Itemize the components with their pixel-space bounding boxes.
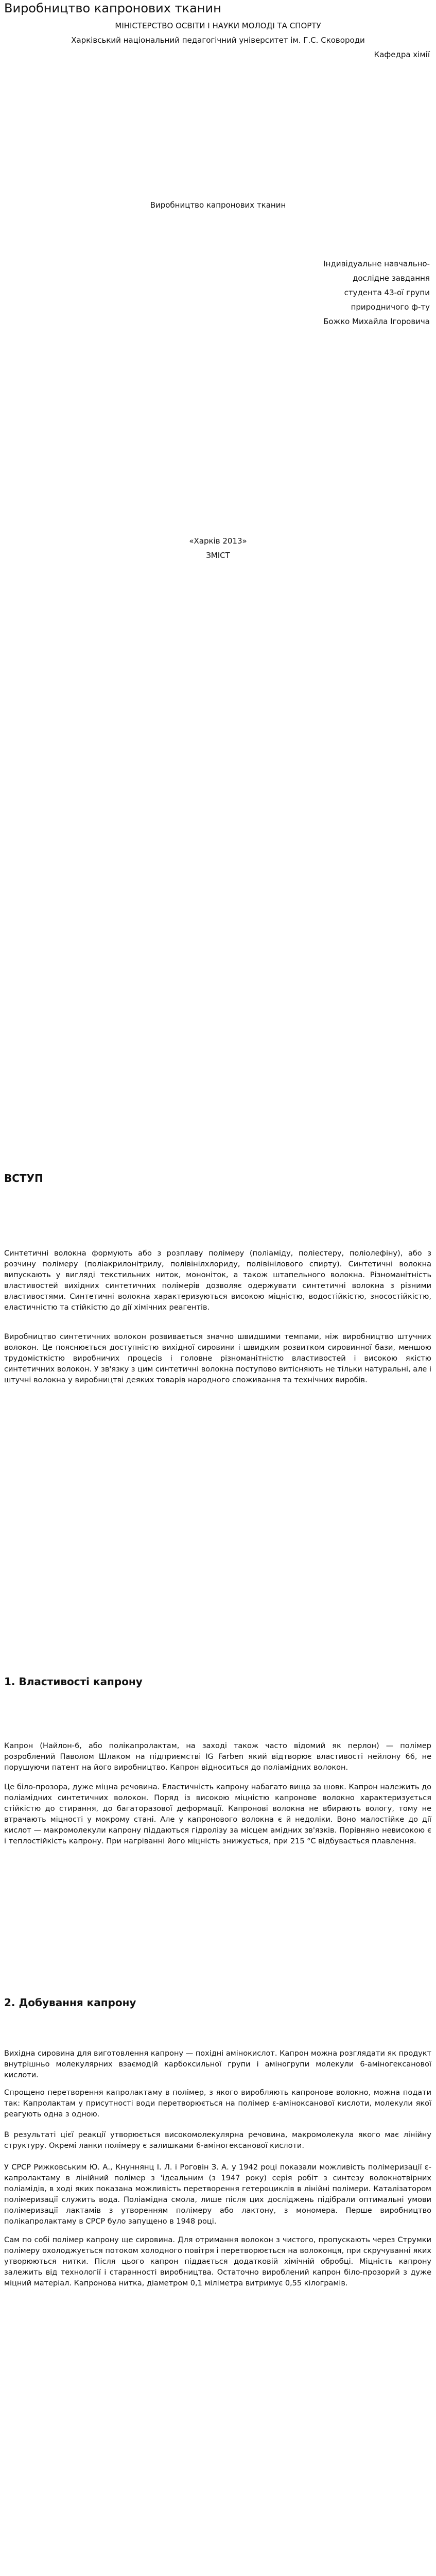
contents-label: ЗМІСТ [206,551,230,560]
ministry-line: МІНІСТЕРСТВО ОСВІТИ І НАУКИ МОЛОДІ ТА СПОРТУ [115,21,321,30]
university-line: Харківський національний педагогічний університет ім. Г.С. Сковороди [71,36,365,45]
author-line-2: дослідне завдання [353,274,430,283]
author-line-5: Божко Михайла Ігоровича [323,317,430,326]
author-line-3: студента 43-ої групи [344,288,430,297]
place-year: «Харків 2013» [189,536,247,546]
production-paragraph-1: Вихідна сировина для виготовлення капрону — похідні амінокислот. Капрон можна розглядати як продукт внутрішньо молекулярних взаємодій карбоксильної групи і аміногрупи молекули 6-аміногексанової кислоти. [4,2049,431,2079]
production-heading: 2. Добування капрону [4,1996,136,2009]
intro-paragraph-1: Синтетичні волокна формують або з розплаву полімеру (поліаміду, поліестеру, поліолефіну), або з розчину полімеру (поліакрилонітрилу, полівінілхлориду, полівінілового спирту). Синтетичні волокна випускають у вигляді текстильних ниток, мононіток, а також штапельного волокна. Різноманітність властивостей вихідних синтетичних полімерів дозволяє одержувати синтетичні волокна з різними властивостями. Синтетичні волокна характеризуються високою міцністю, водостійкістю, зносостійкістю, еластичністю та стійкістю до дії хімічних реагентів. [4,1249,431,1312]
properties-heading: 1. Властивості капрону [4,1675,143,1688]
properties-paragraph-2: Це біло-прозора, дуже міцна речовина. Еластичність капрону набагато вища за шовк. Капрон належить до поліамідних синтетичних волокон. Поряд із високою міцністю капронове волокно характеризується стійкістю до стирання, до багаторазової деформації. Капронові волокна не вбирають вологу, тому не втрачають міцності у мокрому стані. Але у капронового волокна є й недоліки. Воно малостійке до дії кислот — макромолекули капрону піддаються гідролізу за місцем амідних зв'язків. Порівняно невисокою є і теплостійкість капрону. При нагріванні його міцність знижується, при 215 °C відбувається плавлення. [4,1783,431,1845]
author-line-4: природничого ф-ту [351,302,430,312]
author-line-1: Індивідуальне навчально- [323,259,430,268]
topic-title: Виробництво капронових тканин [150,200,286,210]
document-title: Виробництво капронових тканин [4,1,221,15]
intro-paragraph-2: Виробництво синтетичних волокон розвивається значно швидшими темпами, ніж виробництво штучних волокон. Це пояснюється доступністю вихідної сировини і швидким розвитком сировинної бази, меншою трудомісткістю виробничих процесів і головне різноманітністю властивостей і високою якістю синтетичних волокон. У зв'язку з цим синтетичні волокна поступово витісняють не тільки натуральні, але і штучні волокна у виробництві деяких товарів народного споживання та технічних виробів. [4,1333,431,1384]
department-line: Кафедра хімії [374,50,430,59]
production-paragraph-5: Сам по собі полімер капрону ще сировина. Для отримання волокон з чистого, пропускають через Струмки полімеру охолоджується потоком холодного повітря і перетворюється на волоконця, при скручуванні яких утворюються нитки. Після цього капрон піддається додатковій хімічній обробці. Міцність капрону залежить від технології і старанності виробництва. Остаточно вироблений капрон біло-прозорий з дуже міцний матеріал. Капронова нитка, діаметром 0,1 міліметра витримує 0,55 кілограмів. [4,2236,431,2287]
production-paragraph-2: Спрощено перетворення капролактаму в полімер, з якого виробляють капронове волокно, можна подати так: Капролактам у присутності води перетворюється на полімер ε-аміноксанової кислоти, молекули якої реагують одна з одною. [4,2089,431,2119]
production-paragraph-3: В результаті цієї реакції утворюється високомолекулярна речовина, макромолекула якого має лінійну структуру. Окремі ланки полімеру є залишками 6-аміногексанової кислоти. [4,2131,431,2150]
production-paragraph-4: У СРСР Рижковським Ю. А., Кнуннянц І. Л. і Роговін З. А. у 1942 році показали можливість полімеризації ε-капролактаму в лінійний полімер з 'ідеальним (з 1947 року) серія робіт з синтезу волокнотвірних поліамідів, в ході яких показана можливість перетворення гетероциклів в лінійні полімери. Каталізатором полімеризації служить вода. Поліамідна смола, лише після цих досліджень підібрали оптимальні умови полімеризації лактамів з утворенням полімеру або лактону, з мономера. Перше виробництво полікапролактаму в СРСР було запущено в 1948 році. [4,2163,431,2226]
intro-heading: ВСТУП [4,1172,43,1184]
properties-paragraph-1: Капрон (Найлон-6, або полікапролактам, на заході також часто відомий як перлон) — полімер розроблений Паволом Шлаком на підприємстві IG Farben який відтворює властивості нейлону 66, не порушуючи патент на його виробництво. Капрон відноситься до поліамідних волокон. [4,1742,431,1772]
